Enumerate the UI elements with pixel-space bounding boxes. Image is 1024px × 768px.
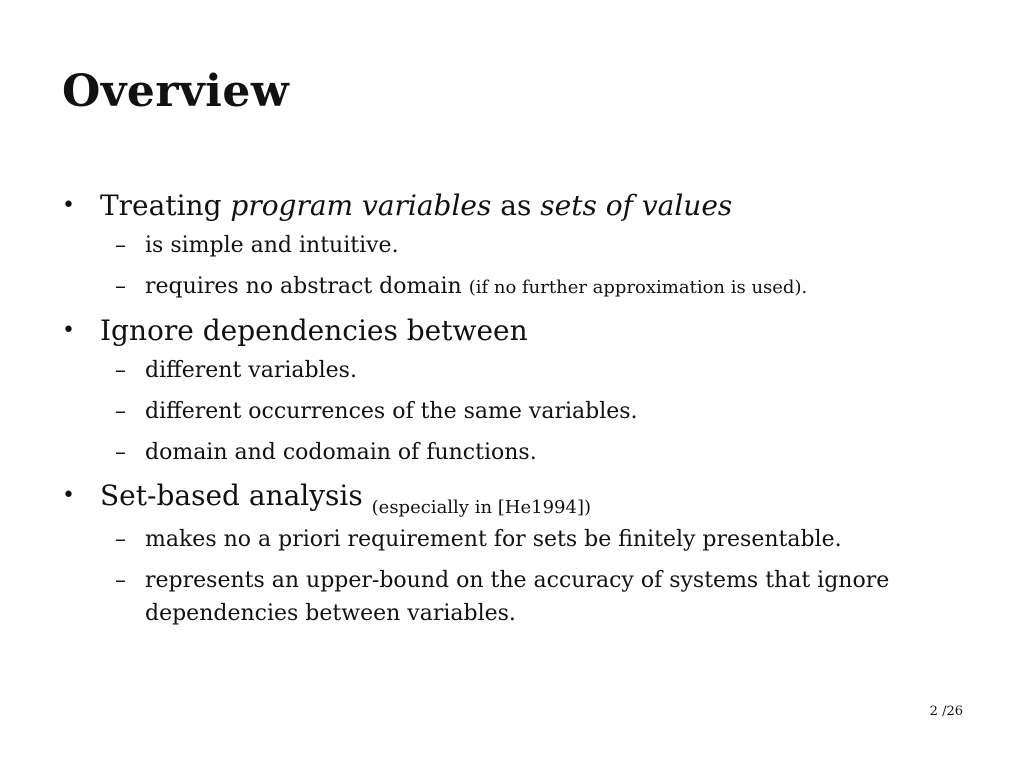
dash-icon: –	[115, 358, 126, 383]
sub-item: – represents an upper-bound on the accuracy of systems that ignore dependencies between variables.	[100, 564, 992, 630]
bullet-text-3: Set-based analysis	[100, 479, 372, 512]
sub-list-1	[100, 229, 992, 304]
bullet-text-2: Ignore dependencies between	[100, 314, 528, 347]
bullet-text-1: Treating program variables as sets of values	[100, 189, 733, 222]
bullet-item-2	[62, 312, 992, 469]
bullet-icon: •	[62, 483, 75, 508]
dash-icon: –	[115, 440, 126, 465]
dash-icon: –	[115, 399, 126, 424]
bullet-item-1	[62, 187, 992, 304]
slide-title: Overview	[62, 66, 290, 117]
dash-icon: –	[115, 527, 126, 552]
dash-icon: –	[115, 568, 126, 593]
dash-icon: –	[115, 233, 126, 258]
bullet-icon: •	[62, 318, 75, 343]
slide-content	[62, 187, 992, 630]
sub-list-2	[100, 354, 992, 469]
emphasis-sets-of-values: sets of values	[540, 189, 733, 222]
subscript-note: (especially in [He1994])	[371, 497, 591, 518]
small-note: (if no further approximation is used).	[468, 277, 808, 298]
bullet-list	[62, 187, 992, 630]
sub-item: – different occurrences of the same variables.	[100, 395, 992, 428]
dash-icon: –	[115, 274, 126, 299]
page-number: 2 /26	[929, 704, 963, 719]
sub-item: – domain and codomain of functions.	[100, 436, 992, 469]
sub-item: – makes no a priori requirement for sets be finitely presentable.	[100, 523, 992, 556]
sub-item: – is simple and intuitive.	[100, 229, 992, 262]
emphasis-program-variables: program variables	[230, 189, 492, 222]
bullet-icon: •	[62, 193, 75, 218]
sub-item: – different variables.	[100, 354, 992, 387]
sub-item: – requires no abstract domain (if no further approximation is used).	[100, 270, 992, 304]
sub-list-3	[100, 523, 992, 630]
bullet-item-3	[62, 477, 992, 630]
